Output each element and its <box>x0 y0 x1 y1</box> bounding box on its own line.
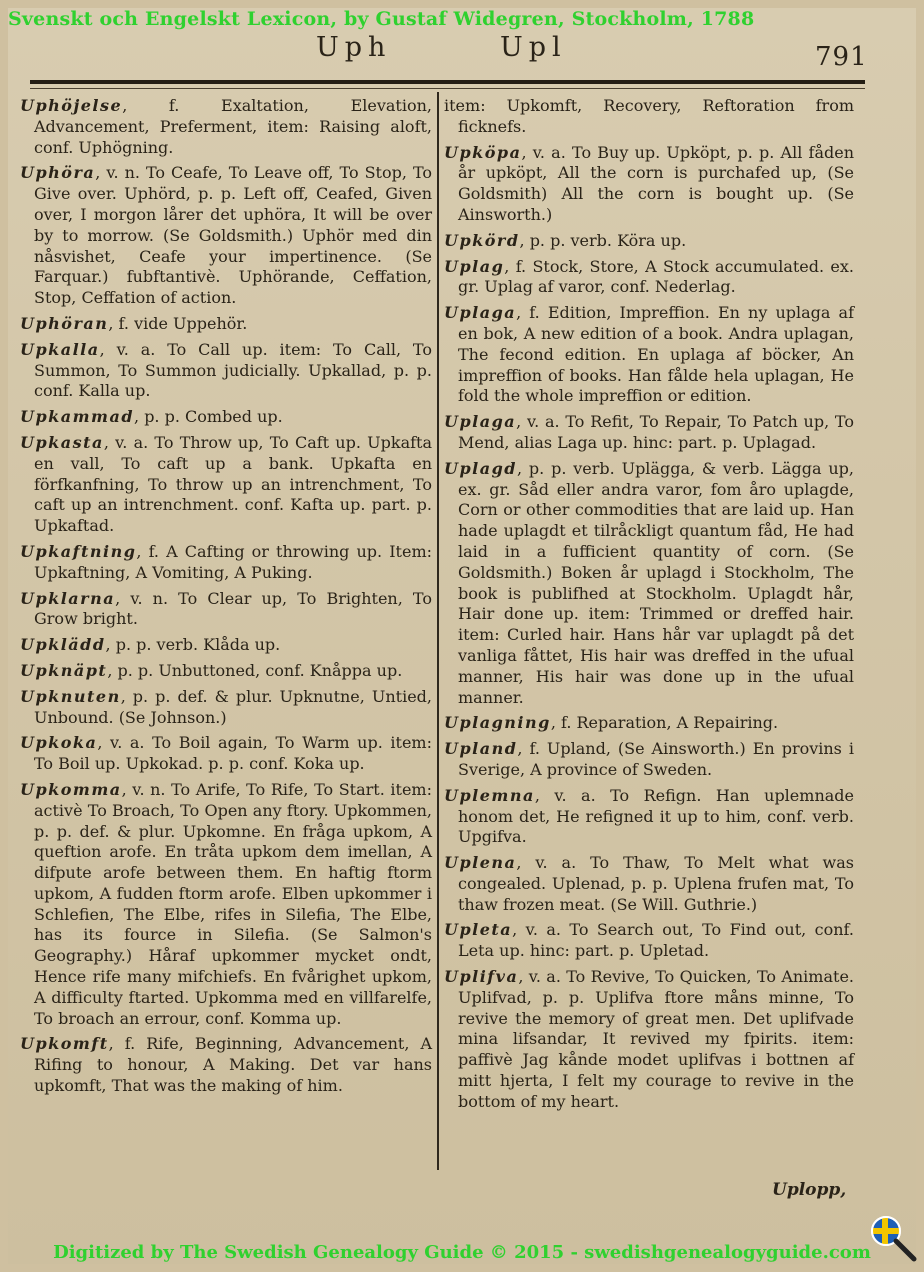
entry-headword: Uplena <box>444 853 517 873</box>
entry-headword: Upkörd <box>444 230 520 250</box>
dictionary-entry <box>20 407 432 428</box>
dictionary-entry <box>20 96 432 158</box>
dictionary-entry <box>20 687 432 729</box>
right-column <box>444 96 854 1118</box>
entry-headword: Upklarna <box>20 588 116 608</box>
entry-definition: , v. a. To Call up. item: To Call, To Summon, To Summon judicially. Upkallad, p. p. conf. Kalla up. <box>34 339 432 401</box>
entry-definition: , p. p. verb. Uplägga, & verb. Lägga up, ex. gr. Såd eller andra varor, fom åro uplagde, Corn or other commodities that are laid up. Han hade uplagdt et tilråckligt quantum fåd, He had laid in a fufficient quantity of corn. (Se Goldsmith.) Boken år uplagd i Stockholm, The book is publifhed at Stockholm. Uplagdt hår, Hair done up. item: Trimmed or dreffed hair. item: Curled hair. Hans hår var uplagdt på det vanliga fåttet, His hair was dreffed in the ufual manner, His hair was done up in the ufual manner. <box>458 458 854 707</box>
dictionary-entry <box>444 853 854 915</box>
dictionary-entry <box>20 1034 432 1096</box>
entry-headword: Uplagd <box>444 458 517 478</box>
entry-definition: , p. p. Combed up. <box>134 407 283 427</box>
entry-headword: Uphöjelse <box>20 96 123 115</box>
entry-definition: , v. n. To Arife, To Rife, To Start. item: activè To Broach, To Open any ftory. Upkommen, p. p. def. & plur. Upkomne. En fråga upkom, A queftion arofe. En tråta upkom dem imellan, A difpute arofe between them. En haftig ftorm upkom, A fudden ftorm arofe. Elben upkommer i Schlefien, The Elbe, rifes in Silefia, The Elbe, has its fource in Silefia. (Se Salmon's Geography.) Håraf upkommer mycket ondt, Hence rife many mifchiefs. En fvårighet upkom, A difficulty ftarted. Upkomma med en villfarelfe, To broach an errour, conf. Komma up. <box>34 779 432 1028</box>
entry-definition: , v. a. To Refit, To Repair, To Patch up, To Mend, alias Laga up. hinc: part. p. Uplagad. <box>458 412 854 452</box>
entry-definition: , v. a. To Thaw, To Melt what was congealed. Uplenad, p. p. Uplena frufen mat, To thaw frozen meat. (Se Will. Guthrie.) <box>458 853 854 914</box>
dictionary-entry <box>20 433 432 537</box>
entry-headword: Uplifva <box>444 967 519 987</box>
dictionary-entry <box>444 786 854 848</box>
dictionary-entry <box>20 314 432 335</box>
dictionary-entry <box>20 780 432 1030</box>
entry-definition: , f. Stock, Store, A Stock accumulated. ex. gr. Uplag af varor, conf. Nederlag. <box>458 256 854 297</box>
entry-headword: Upknäpt <box>20 660 108 680</box>
entry-headword: Upklädd <box>20 635 106 655</box>
dictionary-entry <box>444 739 854 781</box>
dictionary-entry <box>444 96 854 138</box>
dictionary-entry <box>444 143 854 226</box>
entry-headword: Uphöra <box>20 163 96 183</box>
entry-definition: , f. Edition, Impreffion. En ny uplaga af en bok, A new edition of a book. Andra uplagan, The fecond edition. En uplaga af böcker, An impreffion of books. Han fålde hela uplagan, He fold the whole impreffion or edition. <box>458 303 854 406</box>
entry-headword: Upkammad <box>20 407 135 427</box>
entry-headword: Upkalla <box>20 339 100 359</box>
entry-headword: Upknuten <box>20 686 121 706</box>
header-rule-thin <box>30 88 865 89</box>
dictionary-entry <box>20 661 432 682</box>
entry-definition: , v. a. To Refign. Han uplemnade honom det, He refigned it up to him, conf. verb. Upgifva. <box>458 785 854 847</box>
entry-definition: , f. A Cafting or throwing up. Item: Upkaftning, A Vomiting, A Puking. <box>34 541 432 582</box>
entry-headword: Uplag <box>444 256 505 276</box>
entry-headword: Upkomft <box>20 1034 109 1054</box>
entry-headword: Uphöran <box>20 313 109 333</box>
dictionary-entry <box>444 257 854 299</box>
entry-definition: , f. vide Uppehör. <box>108 313 248 333</box>
magnifier-flag-icon <box>868 1213 920 1265</box>
dictionary-entry <box>444 920 854 962</box>
entry-headword: Upleta <box>444 920 513 940</box>
entry-definition: , v. n. To Clear up, To Brighten, To Grow bright. <box>34 588 432 629</box>
dictionary-entry <box>444 713 854 734</box>
entry-definition: , f. Rife, Beginning, Advancement, A Rifing to honour, A Making. Det var hans upkomft, That was the making of him. <box>34 1034 432 1096</box>
entry-headword: Upköpa <box>444 142 522 162</box>
entry-definition: , p. p. def. & plur. Upknutne, Untied, Unbound. (Se Johnson.) <box>34 686 432 727</box>
digitizer-footer: Digitized by The Swedish Genealogy Guide © 2015 - swedishgenealogyguide.com <box>53 1242 871 1263</box>
entry-headword: Upkasta <box>20 432 104 452</box>
entry-definition: , v. a. To Buy up. Upköpt, p. p. All fåden år upköpt, All the corn is purchafed up, (Se Goldsmith) All the corn is bought up. (Se Ainsworth.) <box>458 142 854 224</box>
left-column <box>20 96 432 1102</box>
entry-headword: Uplaga <box>444 303 517 323</box>
entry-headword: Upkomma <box>20 779 122 799</box>
entry-definition: , f. Exaltation, Elevation, Advancement, Preferment, item: Raising aloft, conf. Uphögning. <box>34 96 432 157</box>
entry-definition: , v. a. To Revive, To Quicken, To Animate. Uplifvad, p. p. Uplifva ftore måns minne, To revive the memory of great men. Det uplifvade mina lifsandar, It revived my fpirits. item: paffivè Jag kånde modet uplifvas i bottnen af mitt hjerta, I felt my courage to revive in the bottom of my heart. <box>458 967 854 1111</box>
page-number: 791 <box>815 42 868 72</box>
entry-definition: , v. n. To Ceafe, To Leave off, To Stop, To Give over. Uphörd, p. p. Left off, Ceafed, Given over, I morgon lårer det uphöra, It will be over by to morrow. (Se Goldsmith.) Uphör med din nåsvishet, Ceafe your impertinence. (Se Farquar.) fubftantivè. Uphörande, Ceffation, Stop, Ceffation of action. <box>34 163 432 308</box>
dictionary-entry <box>20 163 432 309</box>
entry-definition: , v. a. To Search out, To Find out, conf. Leta up. hinc: part. p. Upletad. <box>458 920 854 961</box>
entry-headword: Uplemna <box>444 785 535 805</box>
entry-definition: , v. a. To Boil again, To Warm up. item: To Boil up. Upkokad. p. p. conf. Koka up. <box>34 733 432 774</box>
dictionary-entry <box>444 303 854 407</box>
catchword: Uplopp, <box>772 1180 847 1200</box>
running-head-left: Uph <box>316 32 392 63</box>
entry-headword: Uplaga <box>444 412 517 432</box>
entry-definition: , f. Reparation, A Repairing. <box>550 713 779 733</box>
dictionary-entry <box>20 340 432 402</box>
dictionary-entry <box>444 412 854 454</box>
entry-headword: Upkoka <box>20 733 98 753</box>
entry-definition: , v. a. To Throw up, To Caft up. Upkafta en vall, To caft up a bank. Upkafta en förfkanfning, To throw up an intrenchment, To caft up an intrenchment. conf. Kafta up. part. p. Upkaftad. <box>34 432 432 536</box>
entry-headword: Upland <box>444 739 518 759</box>
entry-headword: Uplagning <box>444 713 551 733</box>
dictionary-entry <box>444 231 854 252</box>
dictionary-entry <box>20 542 432 584</box>
entry-definition: item: Upkomft, Recovery, Reftoration from ficknefs. <box>444 96 854 136</box>
entry-definition: , p. p. Unbuttoned, conf. Knåppa up. <box>107 660 403 680</box>
entry-definition: , p. p. verb. Klåda up. <box>105 635 281 655</box>
entry-definition: , f. Upland, (Se Ainsworth.) En provins i Sverige, A province of Sweden. <box>458 739 854 779</box>
header-rule <box>30 80 865 84</box>
dictionary-entry <box>444 967 854 1113</box>
dictionary-entry <box>20 589 432 631</box>
dictionary-entry <box>20 733 432 775</box>
column-divider <box>437 92 439 1170</box>
running-head-right: Upl <box>500 32 567 63</box>
dictionary-entry <box>20 635 432 656</box>
dictionary-entry <box>444 459 854 709</box>
entry-definition: , p. p. verb. Köra up. <box>519 230 687 250</box>
source-banner: Svenskt och Engelskt Lexicon, by Gustaf Widegren, Stockholm, 1788 <box>8 8 755 30</box>
entry-headword: Upkaftning <box>20 541 137 561</box>
